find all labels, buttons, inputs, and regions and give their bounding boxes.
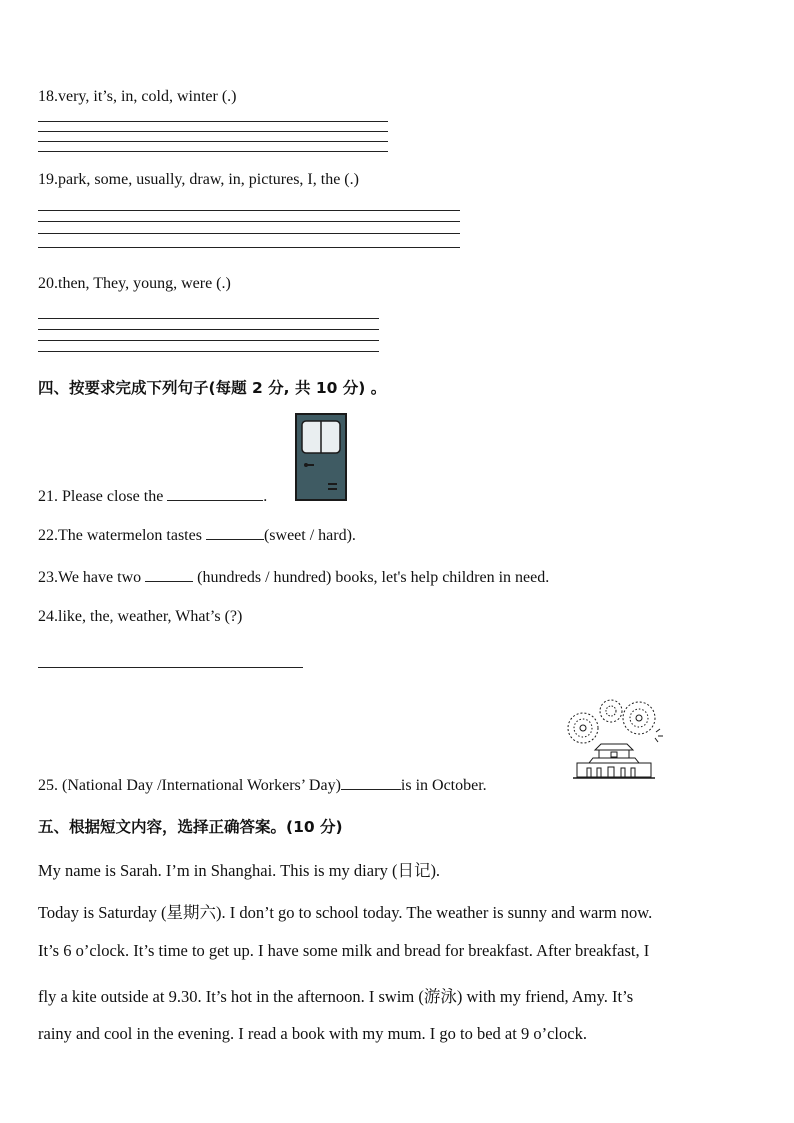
answer-blank-21[interactable] xyxy=(167,486,263,501)
question-25-text: 25. (National Day /International Workers’ Day) xyxy=(38,777,341,794)
answer-line xyxy=(38,329,379,330)
passage-line: fly a kite outside at 9.30. It’s hot in the afternoon. I swim (游泳) with my friend, Amy. It’s xyxy=(38,987,634,1006)
answer-line xyxy=(38,141,388,142)
question-25 xyxy=(38,775,487,795)
door-icon xyxy=(295,413,347,501)
section-4-heading: 四、按要求完成下列句子(每题 2 分, 共 10 分) 。 xyxy=(38,379,387,397)
question-23-options: (hundreds / hundred) books, let's help children in need. xyxy=(197,569,550,586)
firework-center xyxy=(600,700,622,722)
answer-line xyxy=(38,131,388,132)
passage-line: It’s 6 o’clock. It’s time to get up. I have some milk and bread for breakfast. After breakfast, I xyxy=(38,941,650,960)
fireworks-gate-icon xyxy=(563,698,665,782)
question-20-text: 20.then, They, young, were (.) xyxy=(38,275,231,292)
question-19-text: 19.park, some, usually, draw, in, pictures, I, the (.) xyxy=(38,171,359,188)
question-21 xyxy=(38,486,267,506)
question-22-text: 22.The watermelon tastes xyxy=(38,527,202,544)
passage-line: Today is Saturday (星期六). I don’t go to school today. The weather is sunny and warm now. xyxy=(38,903,653,922)
answer-blank-22[interactable] xyxy=(206,525,264,540)
answer-line xyxy=(38,318,379,319)
section-5-heading: 五、根据短文内容，选择正确答案。(10 分) xyxy=(38,818,343,836)
firework-right xyxy=(623,702,655,734)
question-21-end: . xyxy=(263,488,268,505)
answer-line-24[interactable] xyxy=(38,667,303,668)
question-22 xyxy=(38,525,356,545)
firework-left xyxy=(568,713,598,743)
question-23-text: 23.We have two xyxy=(38,569,142,586)
answer-line xyxy=(38,233,460,234)
answer-line xyxy=(38,151,388,152)
answer-line xyxy=(38,340,379,341)
question-22-options: (sweet / hard). xyxy=(263,527,356,544)
question-25-end: is in October. xyxy=(400,777,487,794)
question-23 xyxy=(38,567,549,587)
answer-line xyxy=(38,351,379,352)
answer-blank-23[interactable] xyxy=(145,567,193,582)
answer-line xyxy=(38,121,388,122)
question-24-text: 24.like, the, weather, What’s (?) xyxy=(38,608,243,625)
passage-line: My name is Sarah. I’m in Shanghai. This is my diary (日记). xyxy=(38,861,441,880)
passage-line: rainy and cool in the evening. I read a book with my mum. I go to bed at 9 o’clock. xyxy=(38,1024,587,1043)
answer-line xyxy=(38,221,460,222)
answer-line xyxy=(38,210,460,211)
answer-line xyxy=(38,247,460,248)
question-18-text: 18.very, it’s, in, cold, winter (.) xyxy=(38,88,237,105)
question-21-text: 21. Please close the xyxy=(38,488,164,505)
answer-blank-25[interactable] xyxy=(341,775,401,790)
